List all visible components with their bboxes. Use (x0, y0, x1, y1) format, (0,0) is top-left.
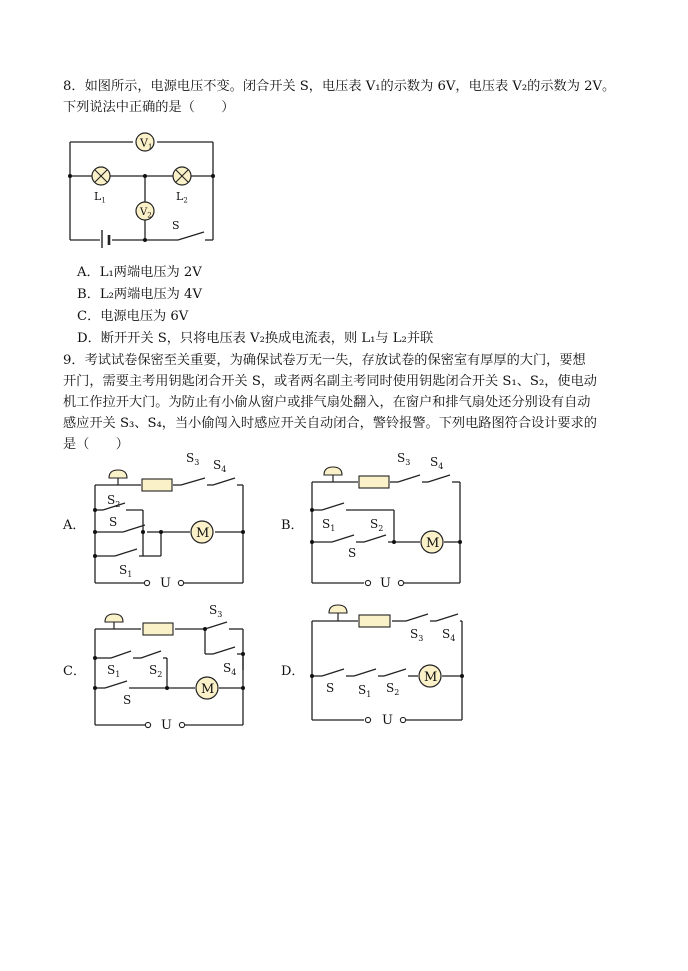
q9-stem-line-4: 感应开关 S₃、S₄，当小偷闯入时感应开关自动闭合，警铃报警。下列电路图符合设计要求的 (63, 416, 597, 431)
motor-label: M (196, 526, 210, 541)
svg-text:S1: $S_1$ (358, 683, 372, 699)
svg-text:S3: $S_3$ (397, 452, 411, 467)
v2-label: $V_2$ (140, 207, 152, 220)
svg-text:S2: $S_2$ (149, 663, 163, 679)
svg-text:S2: $S_2$ (107, 493, 121, 509)
q9-option-b-label: B． (281, 518, 304, 533)
q9-option-a-label: A． (63, 518, 86, 533)
u-label: U (382, 713, 393, 728)
q8-option-c: C．电源电压为 6V (77, 309, 189, 324)
q8-option-b: B．L₂两端电压为 4V (77, 287, 202, 302)
v1-label: $V_1$ (140, 136, 153, 151)
svg-text:S3: $S_3$ (186, 452, 200, 467)
q8-stem-line-2: 下列说法中正确的是（ ） (63, 100, 235, 115)
q9-option-c-label: C． (63, 664, 86, 679)
bell-icon (109, 470, 127, 485)
u-label: U (380, 576, 391, 591)
lamp-l2-icon (173, 167, 191, 185)
q9-stem-line-1: 9．考试试卷保密至关重要，为确保试卷万无一失，存放试卷的保密室有厚厚的大门，要想 (63, 353, 586, 368)
svg-text:S4: $S_4$ (213, 458, 227, 474)
resistor-icon (143, 623, 173, 635)
svg-text:S3: $S_3$ (410, 627, 424, 643)
q8-option-d: D．断开开关 S，只将电压表 V₂换成电流表，则 L₁与 L₂并联 (77, 331, 434, 346)
q9-stem-line-3: 机工作拉开大门。为防止有小偷从窗户或排气扇处翻入，在窗户和排气扇处还分别设有自动 (63, 395, 591, 410)
svg-text:S1: $S_1$ (119, 563, 133, 579)
q9-circuit-a (85, 452, 255, 592)
resistor-icon (359, 615, 390, 627)
lamp-l1-icon (92, 167, 110, 185)
u-label: U (160, 576, 171, 591)
q9-circuit-c (85, 598, 255, 738)
svg-text:S: S (109, 515, 118, 529)
q8-circuit-diagram (60, 128, 220, 248)
bell-icon (329, 605, 347, 621)
q9-circuit-d (302, 598, 472, 738)
svg-text:S1: $S_1$ (107, 663, 121, 679)
l1-label: $L_1$ (94, 190, 106, 205)
svg-text:S1: $S_1$ (322, 517, 336, 533)
resistor-icon (142, 479, 172, 491)
q9-circuit-b (302, 452, 472, 592)
motor-label: M (424, 670, 438, 685)
q9-stem-line-2: 开门，需要主考用钥匙闭合开关 S，或者两名副主考同时使用钥匙闭合开关 S₁、S₂，使电动 (63, 374, 597, 389)
resistor-icon (359, 476, 389, 488)
svg-text:S4: $S_4$ (223, 661, 237, 677)
svg-text:S3: $S_3$ (209, 603, 223, 619)
svg-text:S: S (326, 681, 335, 695)
motor-label: M (426, 536, 440, 551)
l2-label: $L_2$ (176, 190, 188, 205)
svg-text:S4: $S_4$ (442, 627, 456, 643)
svg-text:S2: $S_2$ (386, 681, 400, 697)
svg-text:S: S (348, 546, 357, 560)
q9-option-d-label: D． (281, 664, 305, 679)
q9-stem-line-5: 是（ ） (63, 437, 129, 452)
bell-icon (324, 467, 342, 482)
q8-stem-line-1: 8．如图所示，电源电压不变。闭合开关 S，电压表 V₁的示数为 6V，电压表 V₂的示数为 2V。 (63, 79, 616, 94)
bell-icon (105, 614, 123, 629)
motor-label: M (201, 682, 215, 697)
u-label: U (161, 718, 172, 733)
switch-s-label: S (172, 219, 180, 232)
q8-option-a: A．L₁两端电压为 2V (77, 265, 202, 280)
svg-text:S4: $S_4$ (430, 455, 444, 471)
svg-text:S2: $S_2$ (370, 517, 384, 533)
svg-text:S: S (123, 693, 132, 707)
